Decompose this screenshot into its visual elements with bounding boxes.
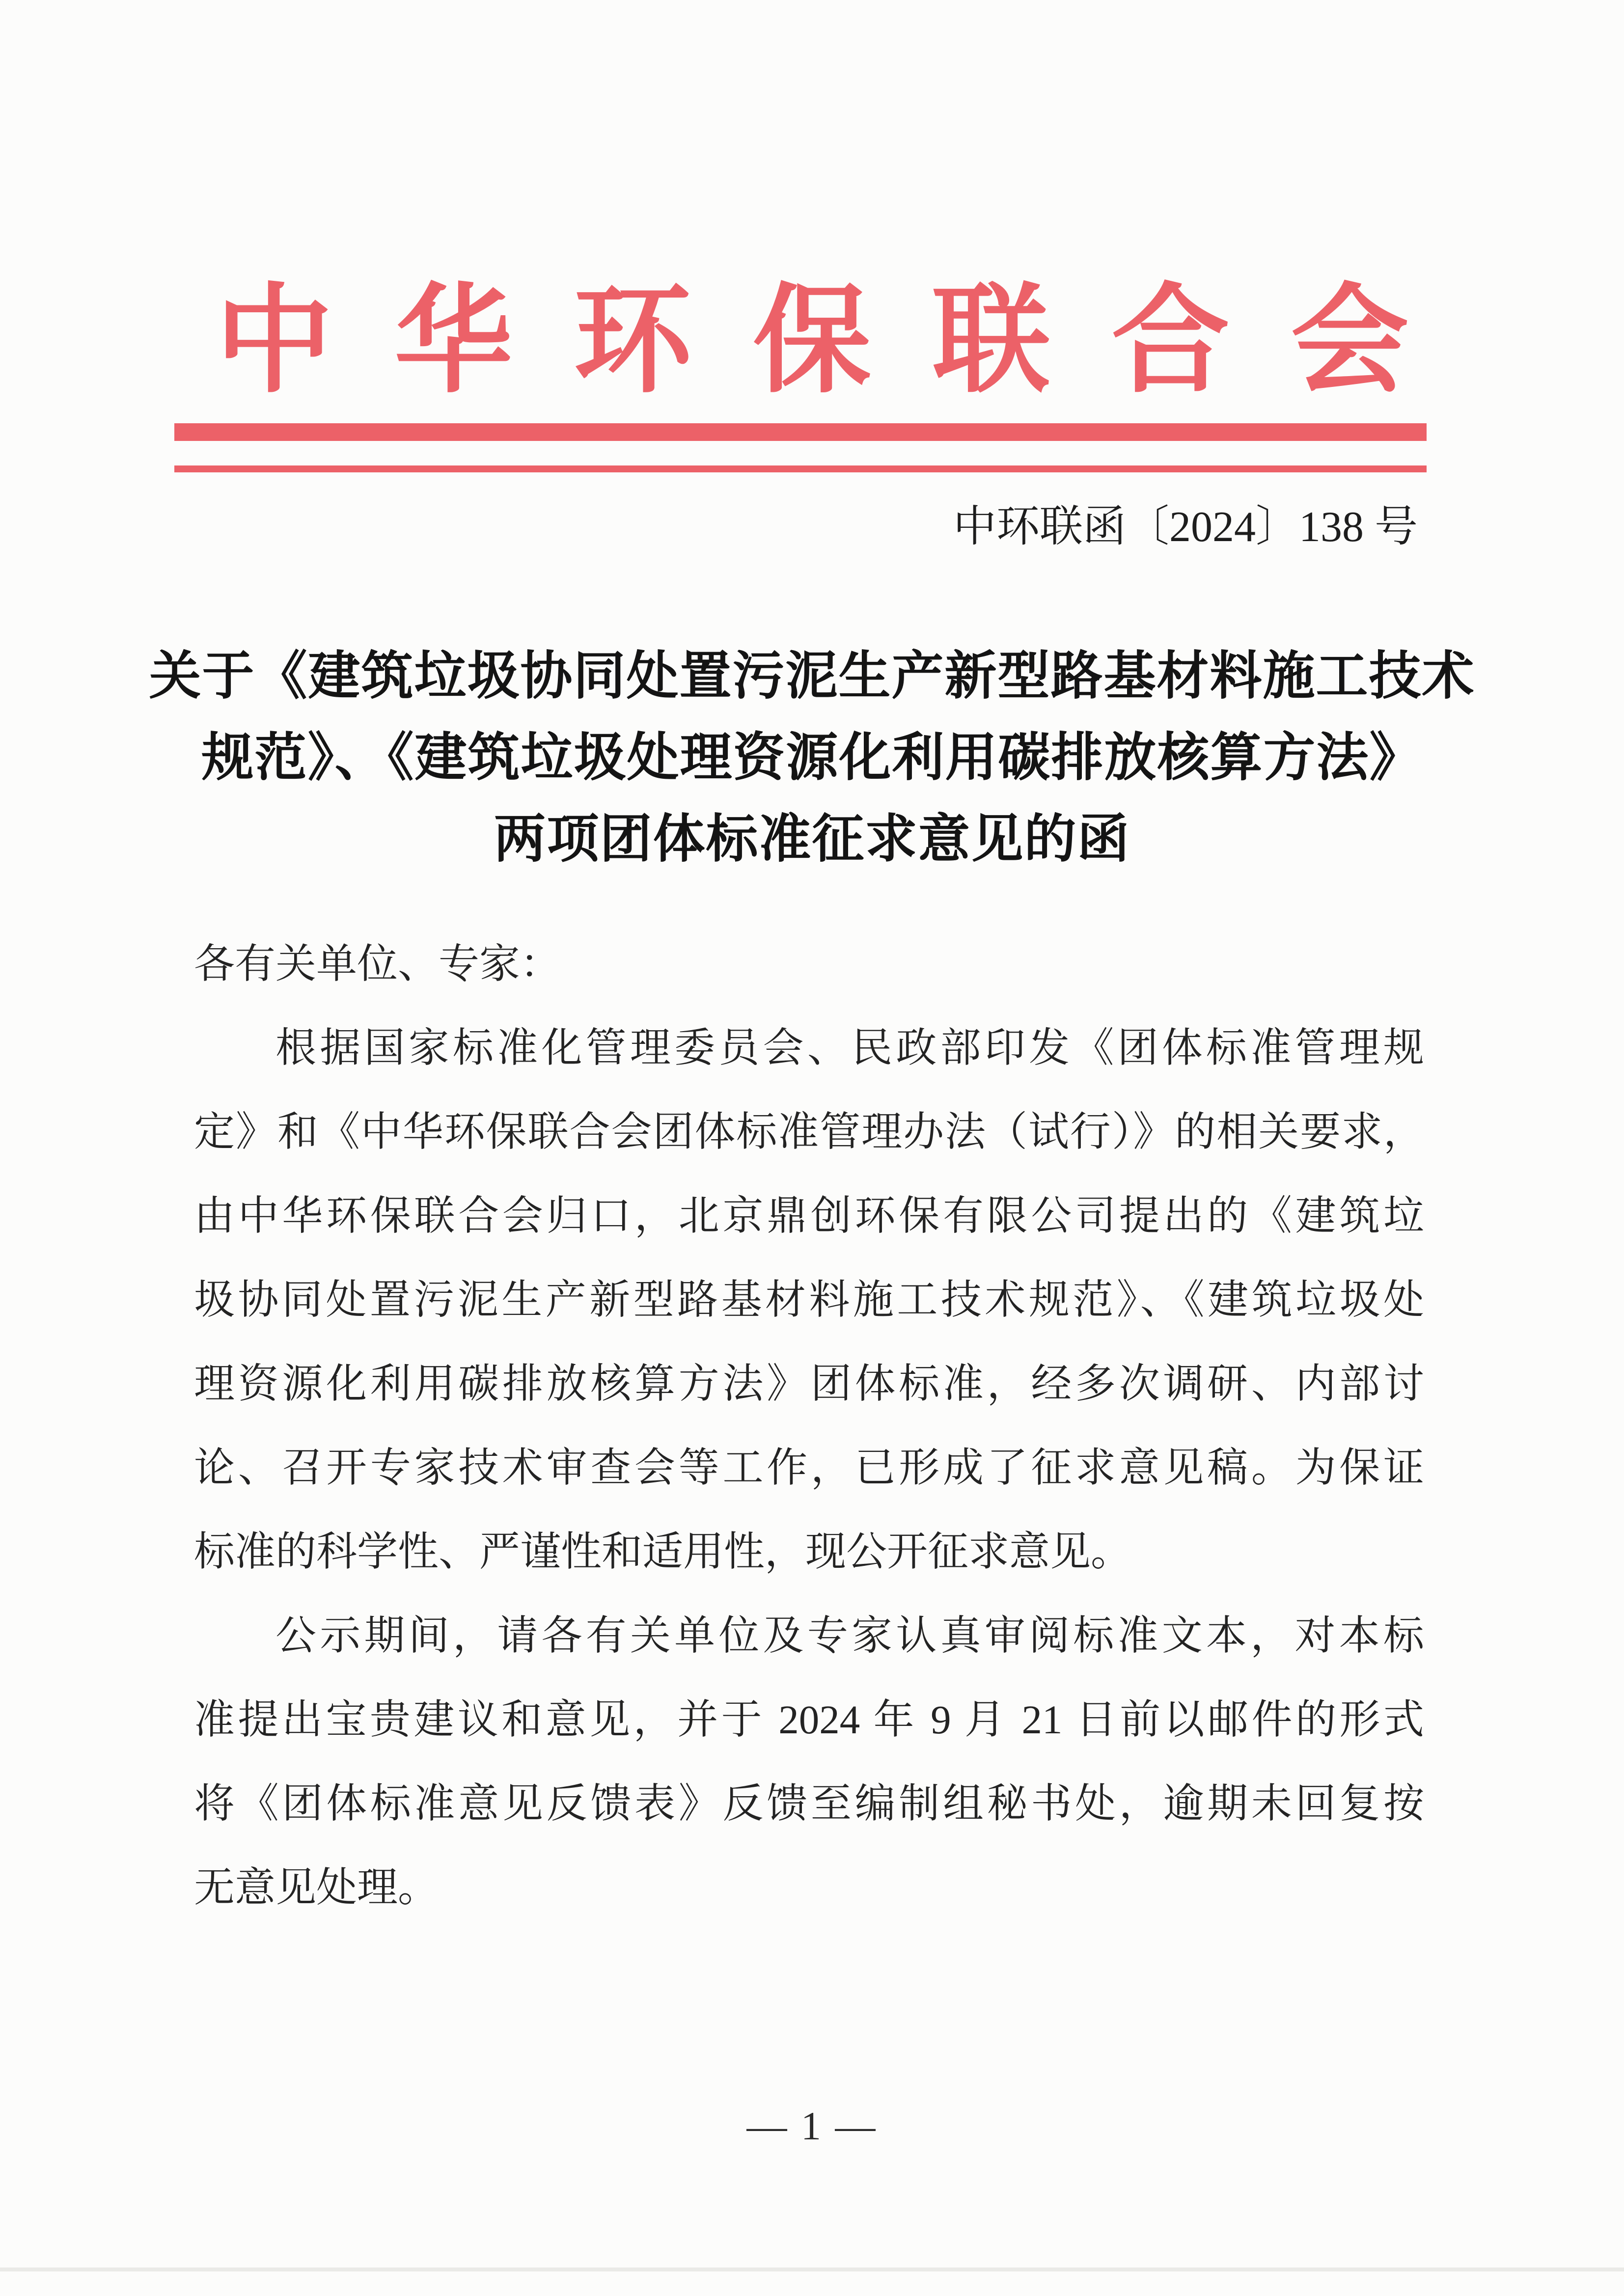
body-line: 圾协同处置污泥生产新型路基材料施工技术规范》、《建筑垃圾处: [194, 1277, 1424, 1322]
document-title: [93, 636, 1531, 880]
red-rule-thin: [174, 465, 1427, 472]
body-line: 无意见处理。: [194, 1865, 439, 1910]
page-number: — 1 —: [746, 2104, 878, 2148]
body-line: 根据国家标准化管理委员会、民政部印发《团体标准管理规: [275, 1025, 1424, 1070]
org-name-letterhead: 中华环保联合会: [215, 276, 1470, 407]
scan-edge-artifact: [0, 2268, 1624, 2271]
body-line: 标准的科学性、严谨性和适用性，现公开征求意见。: [194, 1529, 1131, 1574]
body-line: 公示期间，请各有关单位及专家认真审阅标准文本，对本标: [275, 1613, 1424, 1658]
salutation: 各有关单位、专家：: [194, 941, 561, 986]
body-line: 论、召开专家技术审查会等工作，已形成了征求意见稿。为保证: [194, 1445, 1424, 1490]
title-line-2: 规范》、《建筑垃圾处理资源化利用碳排放核算方法》: [201, 729, 1423, 787]
body-line: 将《团体标准意见反馈表》反馈至编制组秘书处，逾期未回复按: [194, 1781, 1424, 1826]
title-line-3: 两项团体标准征求意见的函: [494, 811, 1130, 868]
body-line: 定》和《中华环保联合会团体标准管理办法（试行）》的相关要求，: [194, 1109, 1424, 1154]
title-line-1: 关于《建筑垃圾协同处置污泥生产新型路基材料施工技术: [149, 648, 1475, 705]
body-line: 理资源化利用碳排放核算方法》团体标准，经多次调研、内部讨: [194, 1361, 1424, 1406]
red-rule-thick: [174, 423, 1427, 441]
doc-number: 中环联函〔2024〕138 号: [953, 503, 1418, 551]
body-line: 准提出宝贵建议和意见，并于 2024 年 9 月 21 日前以邮件的形式: [194, 1697, 1424, 1742]
body-text: [194, 922, 1424, 1930]
body-line: 由中华环保联合会归口，北京鼎创环保有限公司提出的《建筑垃: [194, 1193, 1424, 1238]
